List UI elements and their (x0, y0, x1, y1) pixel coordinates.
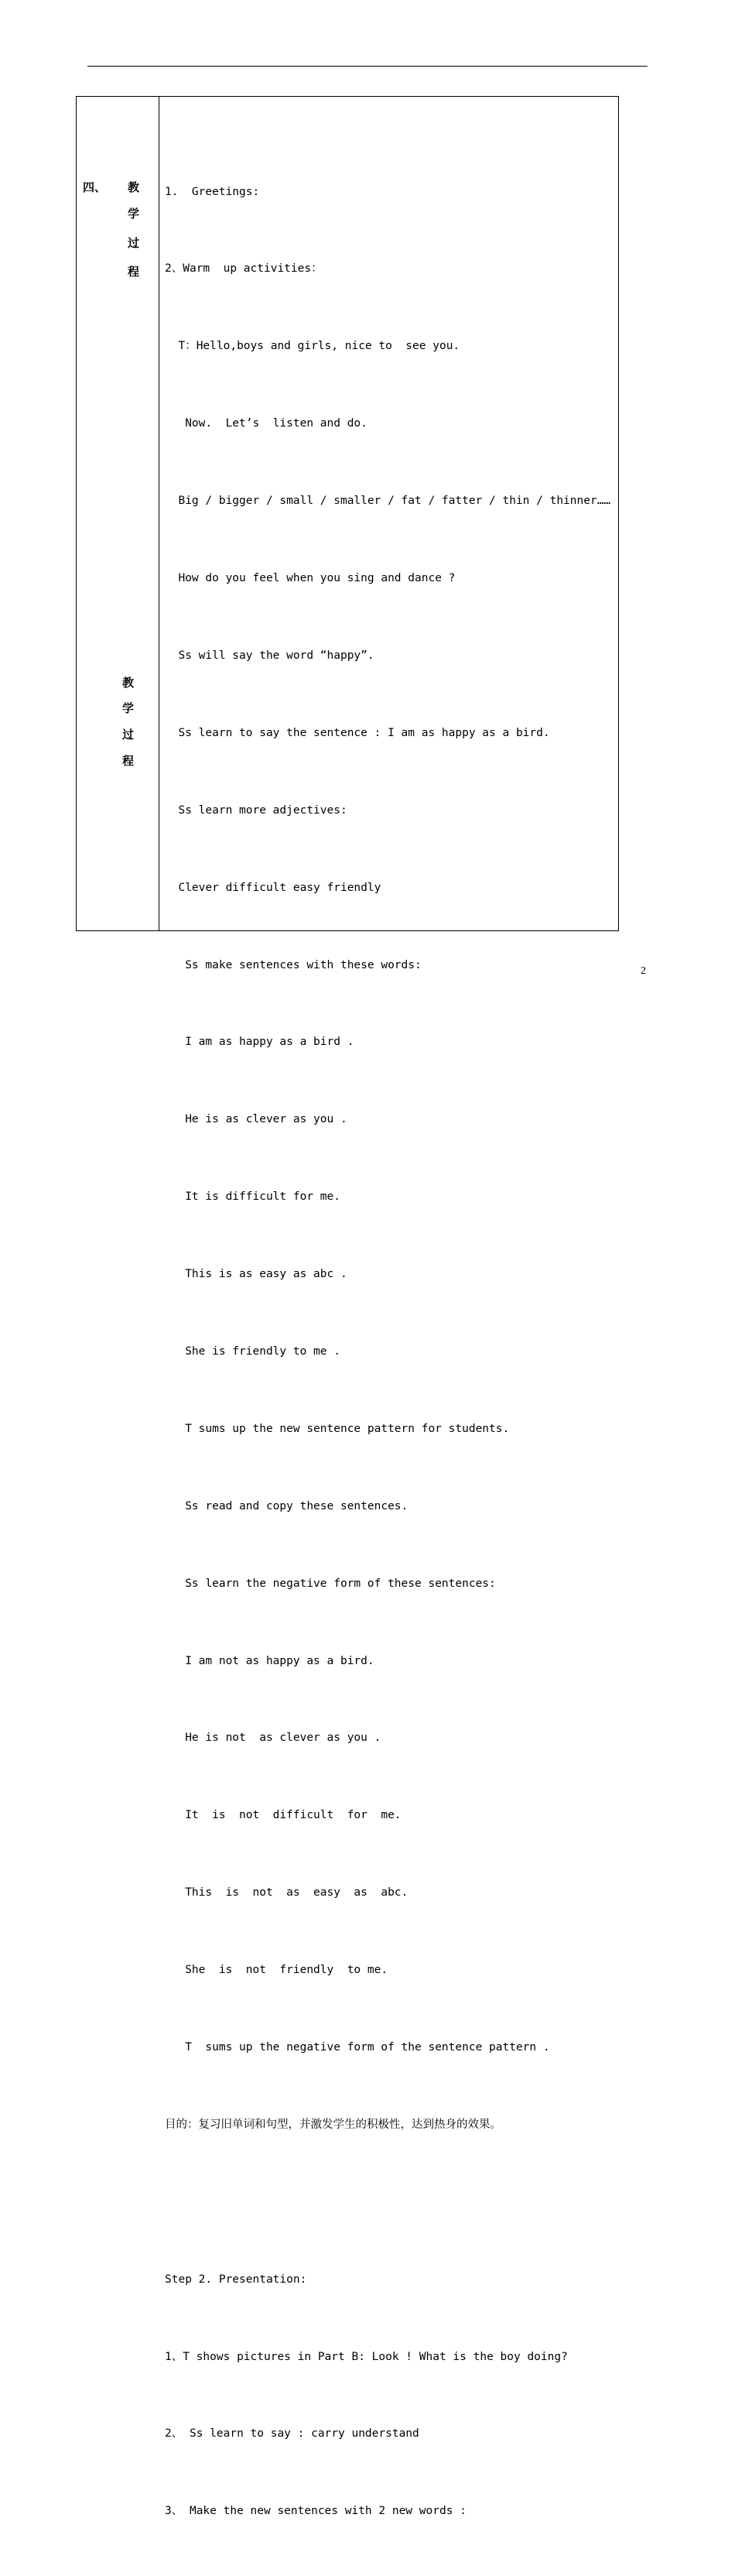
lesson-content (165, 128, 614, 2576)
section-number: 四、 (83, 180, 107, 194)
content-line: Ss will say the word “happy”. (165, 649, 374, 662)
content-line: She is friendly to me . (165, 1345, 340, 1358)
content-line: This is not as easy as abc. (165, 1886, 409, 1899)
content-line: It is not difficult for me. (165, 1809, 402, 1822)
content-line: 2、 Ss learn to say : carry understand (165, 2427, 419, 2441)
blank-line (165, 2190, 614, 2215)
content-line: How do you feel when you sing and dance ? (165, 572, 456, 585)
content-line: Ss make sentences with these words: (165, 958, 422, 971)
content-line: I am not as happy as a bird. (165, 1654, 374, 1667)
content-line: Ss read and copy these sentences. (165, 1499, 409, 1512)
content-line: Ss learn to say the sentence : I am as happy as a bird. (165, 726, 550, 739)
content-line: He is not as clever as you . (165, 1732, 381, 1745)
content-line: Ss learn the negative form of these sentences: (165, 1577, 496, 1590)
page-number: 2 (641, 965, 646, 977)
content-line: Clever difficult easy friendly (165, 881, 381, 894)
content-line: I am as happy as a bird . (165, 1036, 354, 1049)
side-char: 教 (128, 180, 140, 194)
content-line: Ss learn more adjectives: (165, 803, 347, 817)
content-line: It is difficult for me. (165, 1190, 340, 1204)
content-line: T：Hello,boys and girls, nice to see you. (165, 340, 460, 353)
side-char: 程 (128, 265, 140, 279)
header-rule (87, 66, 648, 67)
content-line: 3、 Make the new sentences with 2 new words : (165, 2505, 467, 2518)
content-line: T sums up the negative form of the sentence pattern . (165, 2040, 550, 2054)
content-line: This is as easy as abc . (165, 1268, 347, 1281)
content-line: He is as clever as you . (165, 1113, 347, 1126)
side-char: 教 (122, 676, 135, 690)
lesson-table (76, 96, 619, 2518)
side-char: 程 (122, 754, 135, 768)
content-line: 1. Greetings: (165, 185, 260, 198)
purpose-line: 目的：复习旧单词和句型，并激发学生的积极性，达到热身的效果。 (165, 2118, 501, 2131)
side-char: 过 (122, 728, 135, 742)
content-line: Big / bigger / small / smaller / fat / fatter / thin / thinner…… (165, 495, 611, 508)
content-line: Now. Let’s listen and do. (165, 417, 368, 430)
content-line: 2、Warm up activities： (165, 262, 323, 276)
side-char: 过 (128, 236, 140, 250)
content-line: She is not friendly to me. (165, 1964, 388, 1977)
content-line: T sums up the new sentence pattern for students. (165, 1422, 510, 1435)
step-heading: Step 2. Presentation: (165, 2273, 307, 2286)
side-char: 学 (122, 701, 135, 715)
content-line: 1、T shows pictures in Part B: Look ! What is the boy doing? (165, 2350, 568, 2363)
side-char: 学 (128, 207, 140, 221)
